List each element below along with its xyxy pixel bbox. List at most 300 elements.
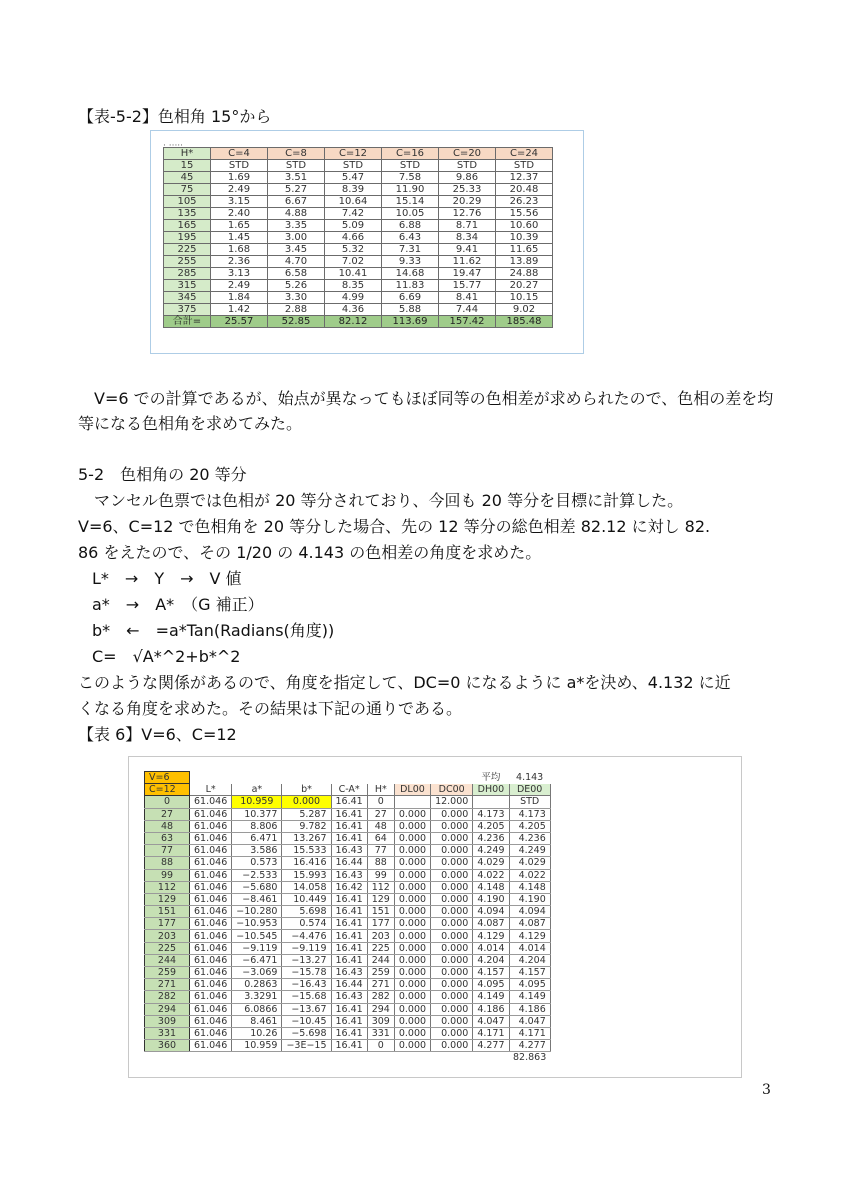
body-line: このような関係があるので、角度を指定して、DC=0 になるように a*を決め、4.132 に近 — [78, 673, 731, 692]
table-row — [164, 220, 553, 232]
table-cell: 14.68 — [382, 268, 439, 280]
table-cell: 2.49 — [211, 280, 268, 292]
table-cell: −15.78 — [282, 967, 331, 979]
table-cell: 0.000 — [431, 1027, 473, 1039]
table-cell: 16.41 — [331, 918, 367, 930]
empty-cell — [282, 1052, 331, 1064]
table-cell: 4.204 — [473, 954, 509, 966]
table-cell: 4.129 — [509, 930, 550, 942]
table-cell: 11.62 — [439, 256, 496, 268]
hue-cell: 282 — [145, 991, 190, 1003]
table-cell: 11.90 — [382, 184, 439, 196]
table-6-caption: 【表 6】V=6、C=12 — [78, 725, 237, 744]
table-cell: 4.204 — [509, 954, 550, 966]
sum-row — [145, 1052, 551, 1064]
table-cell: 77 — [367, 845, 394, 857]
v-row — [145, 772, 551, 784]
table-cell: 4.149 — [509, 991, 550, 1003]
table-cell: STD — [268, 160, 325, 172]
empty-cell — [431, 772, 473, 784]
table-row — [145, 967, 551, 979]
table-cell: 6.69 — [382, 292, 439, 304]
table-cell — [473, 796, 509, 808]
table-cell: 4.173 — [509, 808, 550, 820]
table-cell: 7.02 — [325, 256, 382, 268]
hue-cell: 129 — [145, 893, 190, 905]
total-cell: 合計= — [164, 316, 211, 328]
table-cell: 61.046 — [190, 967, 232, 979]
table-cell: 0.000 — [394, 881, 430, 893]
header-cell: L* — [190, 784, 232, 796]
table-row — [145, 991, 551, 1003]
table-cell: 16.43 — [331, 967, 367, 979]
table-cell: 16.41 — [331, 1027, 367, 1039]
hue-cell: 345 — [164, 292, 211, 304]
table-row-std — [145, 796, 551, 808]
table-cell: 61.046 — [190, 893, 232, 905]
header-cell: DH00 — [473, 784, 509, 796]
table-cell: −2.533 — [232, 869, 282, 881]
table-cell: 0.574 — [282, 918, 331, 930]
table-cell: 5.47 — [325, 172, 382, 184]
table-cell: 0.000 — [431, 906, 473, 918]
formula-line: L* → Y → V 値 — [92, 569, 242, 588]
table-5-2-figure — [150, 130, 584, 354]
hue-cell: 88 — [145, 857, 190, 869]
total-cell: 82.12 — [325, 316, 382, 328]
table-row — [145, 820, 551, 832]
hue-cell: 77 — [145, 845, 190, 857]
table-cell: 4.171 — [473, 1027, 509, 1039]
hue-cell: 165 — [164, 220, 211, 232]
table-cell: 16.43 — [331, 845, 367, 857]
table-cell: STD — [509, 796, 550, 808]
table-cell: 61.046 — [190, 918, 232, 930]
table-cell: 61.046 — [190, 942, 232, 954]
table-cell: 4.129 — [473, 930, 509, 942]
hue-cell: 309 — [145, 1015, 190, 1027]
table-cell: 61.046 — [190, 796, 232, 808]
table-cell: 15.993 — [282, 869, 331, 881]
formula-line: C= √A*^2+b*^2 — [92, 647, 241, 666]
table-cell: 10.15 — [496, 292, 553, 304]
table-row — [164, 292, 553, 304]
table-cell: 12.76 — [439, 208, 496, 220]
header-cell: H* — [367, 784, 394, 796]
table-cell: 7.42 — [325, 208, 382, 220]
table-cell: 4.087 — [473, 918, 509, 930]
table-cell: 3.586 — [232, 845, 282, 857]
table-cell: STD — [382, 160, 439, 172]
table-cell: −10.280 — [232, 906, 282, 918]
table-cell: 177 — [367, 918, 394, 930]
formula-line: b* ← =a*Tan(Radians(角度)) — [92, 621, 335, 640]
table-cell: 4.190 — [509, 893, 550, 905]
paragraph-1-text: V=6 での計算であるが、始点が異なってもほぼ同等の色相差が求められたので、色相の差を均等になる色相角を求めてみた。 — [78, 389, 774, 433]
table-cell: 5.287 — [282, 808, 331, 820]
table-cell: 16.43 — [331, 991, 367, 1003]
empty-cell — [367, 1052, 394, 1064]
table-cell: 9.41 — [439, 244, 496, 256]
table-cell: 0.000 — [394, 967, 430, 979]
empty-cell — [190, 1052, 232, 1064]
table-cell: 4.190 — [473, 893, 509, 905]
table-cell: 8.461 — [232, 1015, 282, 1027]
table-cell: 4.249 — [509, 845, 550, 857]
table-cell: 0.000 — [394, 930, 430, 942]
table-row — [145, 906, 551, 918]
header-cell: C=12 — [325, 148, 382, 160]
table-cell: 2.40 — [211, 208, 268, 220]
table-cell: 0.000 — [431, 893, 473, 905]
table-row — [164, 232, 553, 244]
table-cell: 61.046 — [190, 832, 232, 844]
empty-cell — [394, 772, 430, 784]
table-row — [164, 256, 553, 268]
table-cell: 1.65 — [211, 220, 268, 232]
table-cell: 3.30 — [268, 292, 325, 304]
table-cell: 0.000 — [431, 820, 473, 832]
table-cell: 9.86 — [439, 172, 496, 184]
hue-cell: 177 — [145, 918, 190, 930]
table-cell: 4.36 — [325, 304, 382, 316]
section-title: 5-2 色相角の 20 等分 — [78, 465, 247, 484]
hue-cell: 375 — [164, 304, 211, 316]
table-cell: −10.953 — [232, 918, 282, 930]
table-cell: 0.2863 — [232, 979, 282, 991]
table-cell: 11.83 — [382, 280, 439, 292]
table-cell: 61.046 — [190, 845, 232, 857]
table-row — [145, 1027, 551, 1039]
table-cell: 10.26 — [232, 1027, 282, 1039]
table-cell: 4.014 — [509, 942, 550, 954]
table-cell: 61.046 — [190, 808, 232, 820]
table-cell: −9.119 — [232, 942, 282, 954]
table-cell: 2.36 — [211, 256, 268, 268]
table-cell: 0.000 — [394, 1027, 430, 1039]
table-cell: 61.046 — [190, 820, 232, 832]
table-cell: −5.680 — [232, 881, 282, 893]
section-body — [78, 488, 778, 748]
table-cell: 0.573 — [232, 857, 282, 869]
table-row — [164, 184, 553, 196]
table-cell: 61.046 — [190, 1015, 232, 1027]
table-cell: 0.000 — [394, 991, 430, 1003]
table-row — [145, 1003, 551, 1015]
table-row — [164, 244, 553, 256]
table-cell: 14.058 — [282, 881, 331, 893]
table-cell: 5.27 — [268, 184, 325, 196]
table-cell: 5.698 — [282, 906, 331, 918]
table-cell: 0.000 — [282, 796, 331, 808]
table-cell: STD — [211, 160, 268, 172]
table-cell: 203 — [367, 930, 394, 942]
table-cell: 16.41 — [331, 954, 367, 966]
table-cell: 4.149 — [473, 991, 509, 1003]
table-row — [145, 881, 551, 893]
table-cell: 0.000 — [394, 808, 430, 820]
table-cell: 2.88 — [268, 304, 325, 316]
table-cell: 6.43 — [382, 232, 439, 244]
table-cell: 26.23 — [496, 196, 553, 208]
table-cell: 16.416 — [282, 857, 331, 869]
table-cell: 16.41 — [331, 893, 367, 905]
table-cell: 9.33 — [382, 256, 439, 268]
hue-cell: 360 — [145, 1040, 190, 1052]
table-cell: 0.000 — [431, 918, 473, 930]
table-cell: 0.000 — [394, 942, 430, 954]
table-cell: 16.41 — [331, 832, 367, 844]
table-cell: 151 — [367, 906, 394, 918]
table-cell: 0.000 — [394, 954, 430, 966]
table-cell: 4.171 — [509, 1027, 550, 1039]
table-cell: 61.046 — [190, 906, 232, 918]
table-cell: 6.471 — [232, 832, 282, 844]
table-cell: 61.046 — [190, 930, 232, 942]
table-cell: 8.39 — [325, 184, 382, 196]
hue-cell: 135 — [164, 208, 211, 220]
table-cell: 0.000 — [431, 845, 473, 857]
table-cell: 0.000 — [431, 1003, 473, 1015]
table-cell: 4.186 — [473, 1003, 509, 1015]
table-cell: −13.27 — [282, 954, 331, 966]
table-cell: 24.88 — [496, 268, 553, 280]
table-cell: 112 — [367, 881, 394, 893]
table-cell: 48 — [367, 820, 394, 832]
table-cell: 1.45 — [211, 232, 268, 244]
table-cell: −8.461 — [232, 893, 282, 905]
hue-cell: 203 — [145, 930, 190, 942]
table-cell: 15.56 — [496, 208, 553, 220]
hue-cell: 99 — [145, 869, 190, 881]
table-cell: 1.84 — [211, 292, 268, 304]
table-cell: 1.42 — [211, 304, 268, 316]
table-cell: 4.236 — [473, 832, 509, 844]
table-5-2-heading: 【表-5-2】色相角 15°から — [78, 107, 272, 126]
hue-cell: 15 — [164, 160, 211, 172]
table-cell: 15.533 — [282, 845, 331, 857]
total-cell: 157.42 — [439, 316, 496, 328]
table-cell: 10.449 — [282, 893, 331, 905]
table-cell: 4.029 — [473, 857, 509, 869]
table-cell: 61.046 — [190, 1027, 232, 1039]
table-cell: −9.119 — [282, 942, 331, 954]
table-cell: 4.205 — [473, 820, 509, 832]
header-cell: C=20 — [439, 148, 496, 160]
table-cell: 4.157 — [473, 967, 509, 979]
table-cell: 0.000 — [431, 1015, 473, 1027]
table-cell: 8.35 — [325, 280, 382, 292]
hue-cell: 45 — [164, 172, 211, 184]
table-cell: 0.000 — [394, 1040, 430, 1052]
table-row — [164, 208, 553, 220]
total-row — [164, 316, 553, 328]
table-cell: −13.67 — [282, 1003, 331, 1015]
body-line: マンセル色票では色相が 20 等分されており、今回も 20 等分を目標に計算した。 — [78, 491, 684, 510]
table-cell: 6.67 — [268, 196, 325, 208]
table-cell: 27 — [367, 808, 394, 820]
empty-cell — [232, 772, 282, 784]
table-6 — [144, 771, 551, 1064]
total-cell: 185.48 — [496, 316, 553, 328]
table-cell: 294 — [367, 1003, 394, 1015]
table-cell: 0.000 — [394, 832, 430, 844]
table-row — [164, 280, 553, 292]
table-cell: 0.000 — [394, 893, 430, 905]
table-cell: 99 — [367, 869, 394, 881]
total-cell: 25.57 — [211, 316, 268, 328]
header-cell: a* — [232, 784, 282, 796]
table-cell: −10.545 — [232, 930, 282, 942]
table-cell: 16.41 — [331, 808, 367, 820]
table-cell: 4.047 — [473, 1015, 509, 1027]
table-cell: 15.77 — [439, 280, 496, 292]
table-cell: 0.000 — [394, 845, 430, 857]
table-cell: 4.205 — [509, 820, 550, 832]
header-cell: C=8 — [268, 148, 325, 160]
empty-cell — [367, 772, 394, 784]
table-cell: 3.15 — [211, 196, 268, 208]
table-6-figure — [128, 756, 742, 1078]
hue-cell: 255 — [164, 256, 211, 268]
table-cell: 5.88 — [382, 304, 439, 316]
table-cell: −16.43 — [282, 979, 331, 991]
table-cell: 12.37 — [496, 172, 553, 184]
header-cell: b* — [282, 784, 331, 796]
table-cell: 20.29 — [439, 196, 496, 208]
header-row — [145, 784, 551, 796]
table-cell: 0.000 — [431, 930, 473, 942]
table-cell: 8.806 — [232, 820, 282, 832]
table-row — [145, 845, 551, 857]
table-cell: 20.48 — [496, 184, 553, 196]
hue-cell: 0 — [145, 796, 190, 808]
table-row — [145, 1040, 551, 1052]
table-cell: 129 — [367, 893, 394, 905]
header-cell: DE00 — [509, 784, 550, 796]
table-cell: 4.029 — [509, 857, 550, 869]
table-cell: 0.000 — [394, 1015, 430, 1027]
table-cell: 10.41 — [325, 268, 382, 280]
table-cell: 88 — [367, 857, 394, 869]
table-cell: 259 — [367, 967, 394, 979]
table-cell: 25.33 — [439, 184, 496, 196]
sum-value: 82.863 — [513, 1052, 547, 1064]
hue-cell: 112 — [145, 881, 190, 893]
table-cell: 0.000 — [394, 979, 430, 991]
table-cell: 0.000 — [431, 881, 473, 893]
table-cell: 0.000 — [431, 857, 473, 869]
table-cell: 0.000 — [431, 979, 473, 991]
table-cell: 4.157 — [509, 967, 550, 979]
table-cell: 16.41 — [331, 942, 367, 954]
body-line: V=6、C=12 で色相角を 20 等分した場合、先の 12 等分の総色相差 82.12 に対し 82. — [78, 517, 711, 536]
table-cell: 10.39 — [496, 232, 553, 244]
table-cell: 4.70 — [268, 256, 325, 268]
table-cell: 282 — [367, 991, 394, 1003]
hue-cell: 225 — [145, 942, 190, 954]
table-cell: 0 — [367, 796, 394, 808]
table-cell: 4.236 — [509, 832, 550, 844]
table-cell: 1.69 — [211, 172, 268, 184]
table-cell: 61.046 — [190, 979, 232, 991]
table-cell: 4.148 — [509, 881, 550, 893]
table-cell: 4.88 — [268, 208, 325, 220]
hue-cell: 259 — [145, 967, 190, 979]
table-cell: 0.000 — [431, 991, 473, 1003]
table-cell: 16.41 — [331, 930, 367, 942]
table-cell: 16.44 — [331, 857, 367, 869]
table-cell: 16.41 — [331, 796, 367, 808]
table-row — [145, 979, 551, 991]
table-cell: −5.698 — [282, 1027, 331, 1039]
hue-cell: 195 — [164, 232, 211, 244]
table-5-2 — [163, 147, 553, 328]
table-cell: 12.000 — [431, 796, 473, 808]
table-cell: 3.45 — [268, 244, 325, 256]
table-row — [145, 954, 551, 966]
table-cell: 4.022 — [473, 869, 509, 881]
table-cell: 10.60 — [496, 220, 553, 232]
table-cell: 5.32 — [325, 244, 382, 256]
hue-cell: 225 — [164, 244, 211, 256]
table-row — [164, 172, 553, 184]
table-cell: 8.34 — [439, 232, 496, 244]
formula-line: a* → A* （G 補正） — [92, 595, 264, 614]
table-cell: 0.000 — [431, 832, 473, 844]
hue-cell: 75 — [164, 184, 211, 196]
table-row — [164, 196, 553, 208]
hue-cell: 63 — [145, 832, 190, 844]
table-cell: 61.046 — [190, 991, 232, 1003]
page-number: 3 — [762, 1082, 771, 1098]
table-cell: 0.000 — [394, 869, 430, 881]
v-label: V=6 — [145, 772, 190, 784]
table-cell: 19.47 — [439, 268, 496, 280]
table-cell: −15.68 — [282, 991, 331, 1003]
table-cell: 61.046 — [190, 881, 232, 893]
table-cell: 4.99 — [325, 292, 382, 304]
table-cell: 0.000 — [394, 820, 430, 832]
empty-cell — [473, 1052, 509, 1064]
empty-cell — [232, 1052, 282, 1064]
table-cell: 7.31 — [382, 244, 439, 256]
table-row — [145, 942, 551, 954]
table-cell: STD — [439, 160, 496, 172]
paragraph-1 — [78, 386, 778, 436]
total-cell: 113.69 — [382, 316, 439, 328]
table-cell: 3.35 — [268, 220, 325, 232]
table-cell: 16.41 — [331, 1040, 367, 1052]
avg-label: 平均 — [481, 772, 501, 784]
table-cell: 16.41 — [331, 820, 367, 832]
table-cell: 5.26 — [268, 280, 325, 292]
table-row — [145, 808, 551, 820]
header-cell: C=24 — [496, 148, 553, 160]
table-cell: −3.069 — [232, 967, 282, 979]
table-cell: 61.046 — [190, 954, 232, 966]
table-cell: −3E−15 — [282, 1040, 331, 1052]
table-cell — [394, 796, 430, 808]
table-cell: 61.046 — [190, 1003, 232, 1015]
table-cell: 13.267 — [282, 832, 331, 844]
table-cell: 309 — [367, 1015, 394, 1027]
table-cell: 7.44 — [439, 304, 496, 316]
hue-cell: 151 — [145, 906, 190, 918]
table-cell: 61.046 — [190, 869, 232, 881]
header-cell: DC00 — [431, 784, 473, 796]
cropped-top-edge: · ····· — [163, 141, 184, 147]
